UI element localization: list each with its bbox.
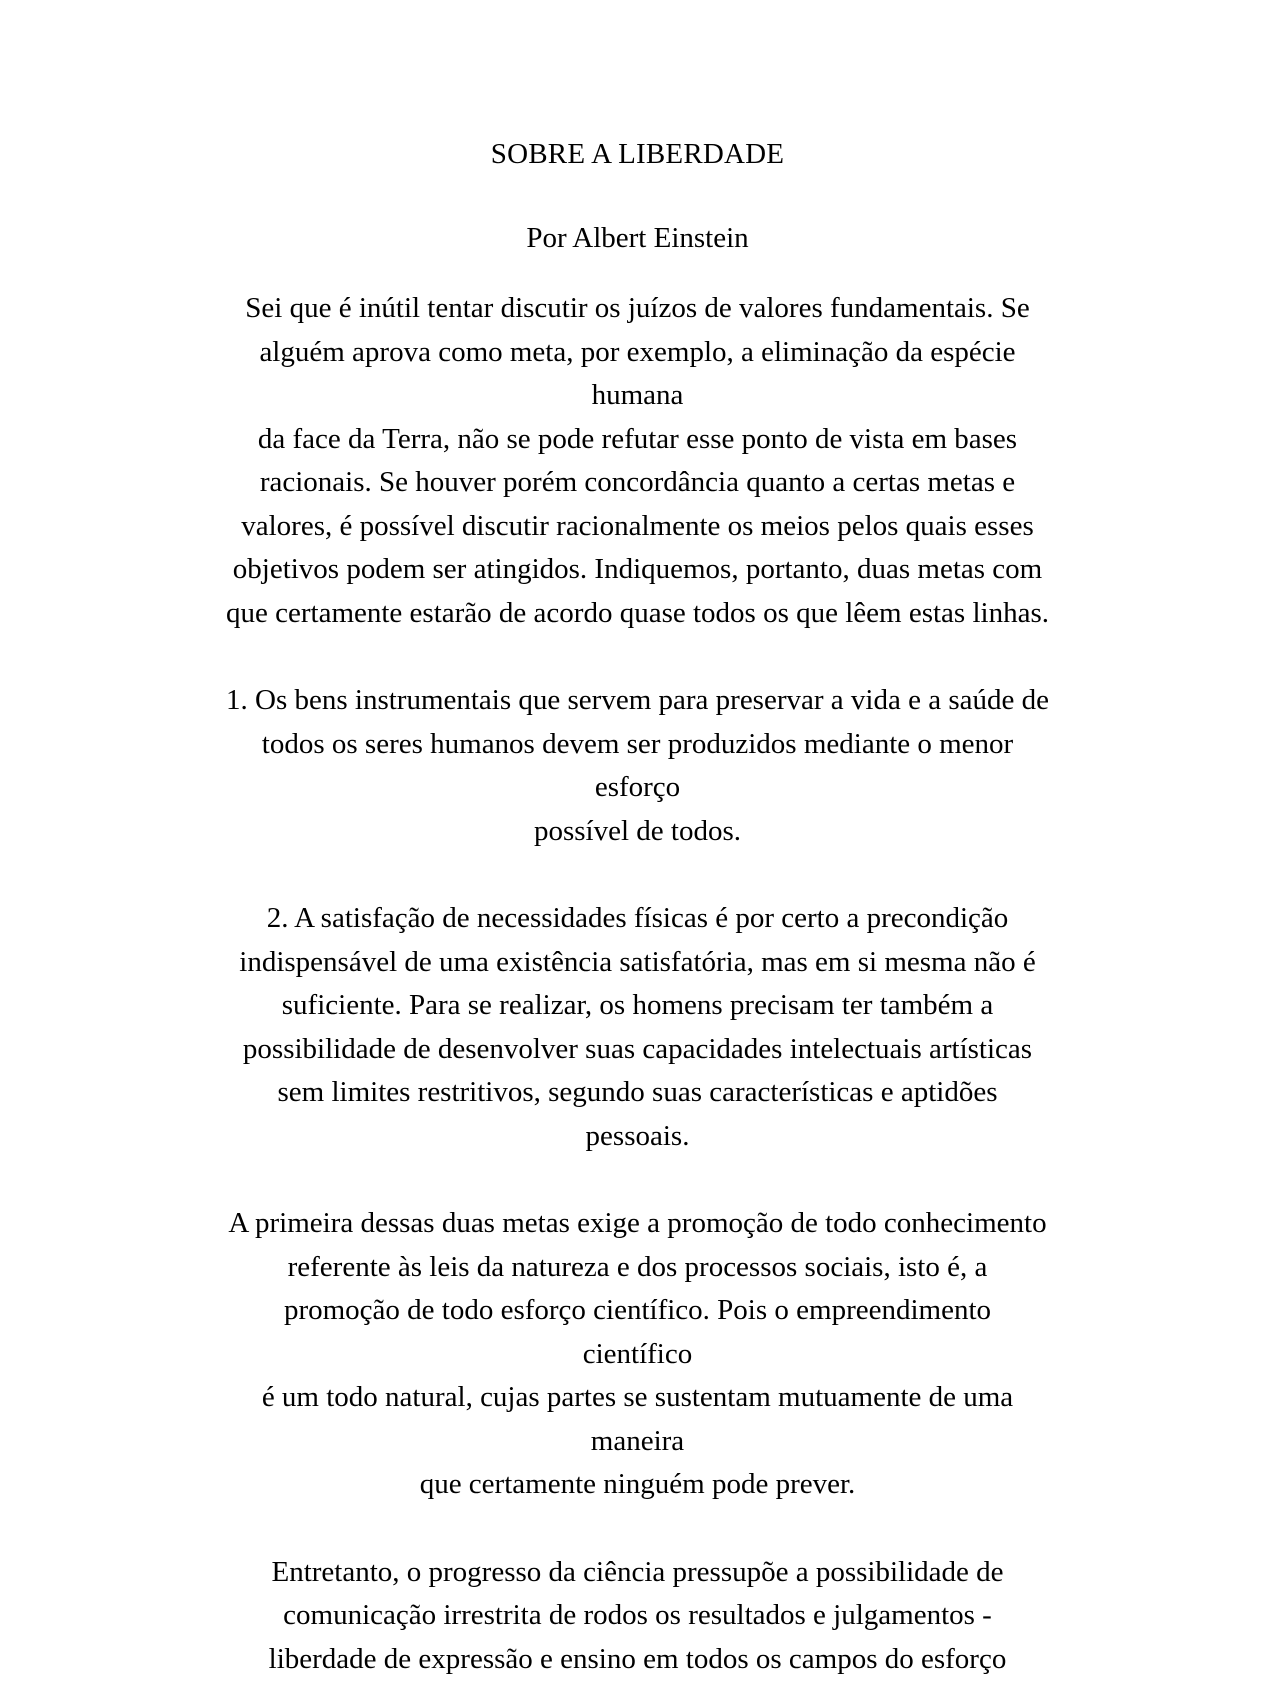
paragraph-item-2 <box>115 897 1160 1158</box>
text-line: racionais. Se houver porém concordância quanto a certas metas e <box>115 461 1160 505</box>
paragraph-spacer <box>115 635 1160 679</box>
text-line: indispensável de uma existência satisfatória, mas em si mesma não é <box>115 941 1160 985</box>
text-line: liberdade de expressão e ensino em todos os campos do esforço <box>115 1638 1160 1681</box>
text-line: científico <box>115 1333 1160 1377</box>
text-line: esforço <box>115 766 1160 810</box>
text-line: maneira <box>115 1420 1160 1464</box>
text-line: Entretanto, o progresso da ciência pressupõe a possibilidade de <box>115 1551 1160 1595</box>
text-line: possibilidade de desenvolver suas capacidades intelectuais artísticas <box>115 1028 1160 1072</box>
text-line: possível de todos. <box>115 810 1160 854</box>
text-line: 1. Os bens instrumentais que servem para preservar a vida e a saúde de <box>115 679 1160 723</box>
text-line: valores, é possível discutir racionalmente os meios pelos quais esses <box>115 505 1160 549</box>
text-line: comunicação irrestrita de rodos os resultados e julgamentos - <box>115 1594 1160 1638</box>
paragraph-entretanto <box>115 1551 1160 1681</box>
text-line: da face da Terra, não se pode refutar esse ponto de vista em bases <box>115 418 1160 462</box>
page-title: SOBRE A LIBERDADE <box>115 132 1160 176</box>
text-line: 2. A satisfação de necessidades físicas é por certo a precondição <box>115 897 1160 941</box>
text-line: referente às leis da natureza e dos processos sociais, isto é, a <box>115 1246 1160 1290</box>
text-line: suficiente. Para se realizar, os homens precisam ter também a <box>115 984 1160 1028</box>
text-line: é um todo natural, cujas partes se sustentam mutuamente de uma <box>115 1376 1160 1420</box>
title-byline-spacer <box>115 176 1160 216</box>
paragraph-spacer <box>115 853 1160 897</box>
text-line: que certamente ninguém pode prever. <box>115 1463 1160 1507</box>
paragraph-spacer <box>115 1507 1160 1551</box>
text-line: A primeira dessas duas metas exige a promoção de todo conhecimento <box>115 1202 1160 1246</box>
text-line: objetivos podem ser atingidos. Indiquemos, portanto, duas metas com <box>115 548 1160 592</box>
paragraph-primeira-meta <box>115 1202 1160 1507</box>
paragraph-intro <box>115 287 1160 635</box>
paragraph-spacer <box>115 1158 1160 1202</box>
paragraph-item-1 <box>115 679 1160 853</box>
text-line: que certamente estarão de acordo quase todos os que lêem estas linhas. <box>115 592 1160 636</box>
text-line: Sei que é inútil tentar discutir os juízos de valores fundamentais. Se <box>115 287 1160 331</box>
text-line: alguém aprova como meta, por exemplo, a eliminação da espécie <box>115 331 1160 375</box>
text-line: todos os seres humanos devem ser produzidos mediante o menor <box>115 723 1160 767</box>
text-line: sem limites restritivos, segundo suas características e aptidões <box>115 1071 1160 1115</box>
author-byline: Por Albert Einstein <box>115 216 1160 260</box>
text-line: humana <box>115 374 1160 418</box>
document-body <box>115 132 1160 1681</box>
byline-body-spacer <box>115 260 1160 287</box>
text-line: pessoais. <box>115 1115 1160 1159</box>
text-line: promoção de todo esforço científico. Pois o empreendimento <box>115 1289 1160 1333</box>
